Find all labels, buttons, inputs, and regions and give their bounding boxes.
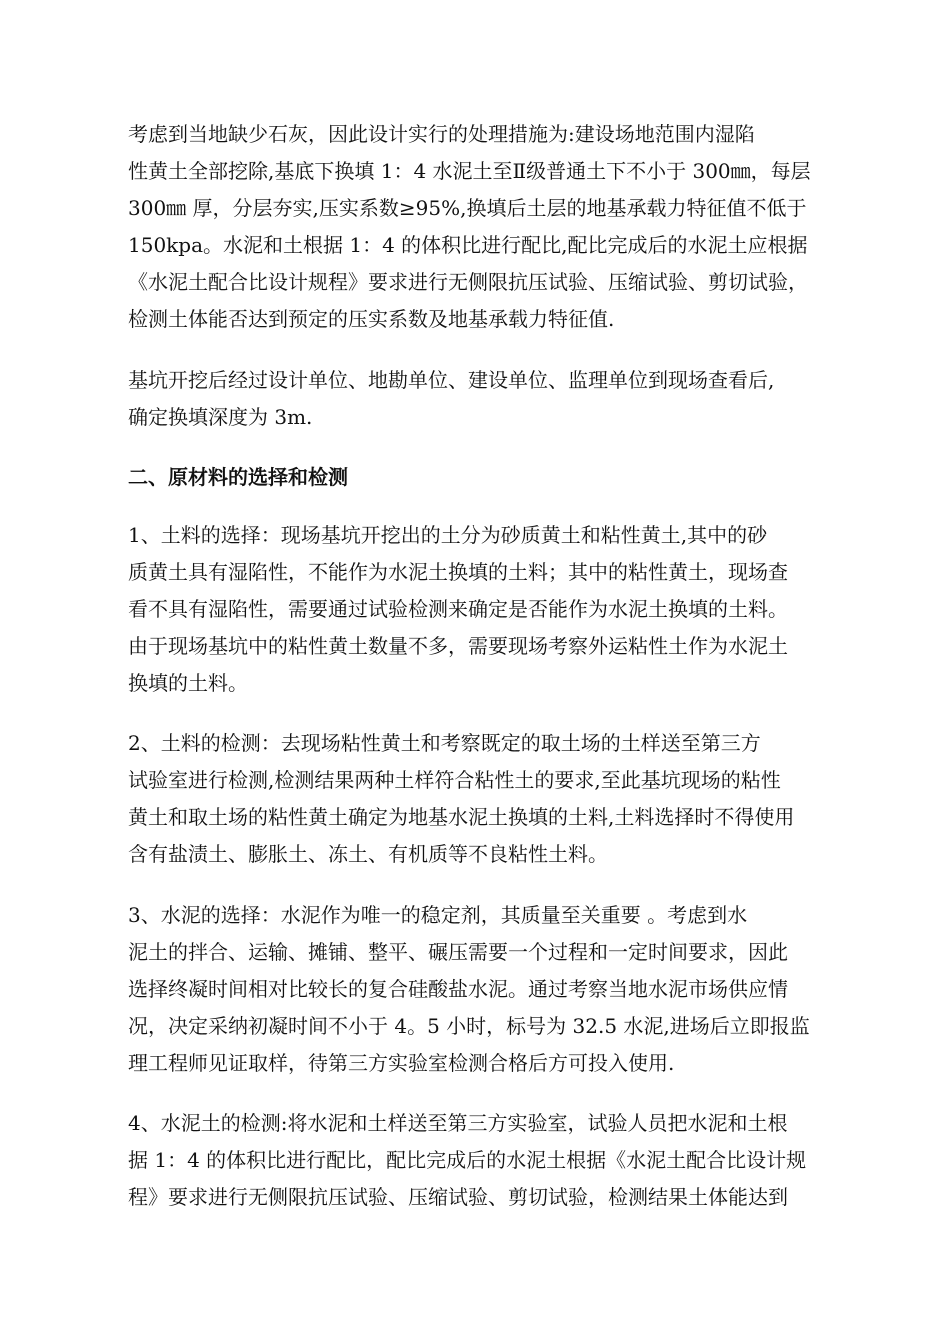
text-line: 程》要求进行无侧限抗压试验、压缩试验、剪切试验，检测结果土体能达到 — [128, 1185, 788, 1209]
text-line: 据 1：4 的体积比进行配比，配比完成后的水泥土根据《水泥土配合比设计规 — [128, 1148, 807, 1172]
text-line: 选择终凝时间相对比较长的复合硅酸盐水泥。通过考察当地水泥市场供应情 — [128, 977, 788, 1001]
text-line: 150kpa。水泥和土根据 1：4 的体积比进行配比,配比完成后的水泥土应根据 — [128, 233, 808, 257]
paragraph-soil-testing — [128, 725, 890, 873]
text-line: 2、土料的检测：去现场粘性黄土和考察既定的取土场的土样送至第三方 — [128, 731, 761, 755]
text-line: 看不具有湿陷性，需要通过试验检测来确定是否能作为水泥土换填的土料。 — [128, 597, 788, 621]
text-line: 300㎜ 厚，分层夯实,压实系数≥95%,换填后土层的地基承载力特征值不低于 — [128, 196, 807, 220]
paragraph-cement-selection — [128, 897, 890, 1082]
text-line: 况，决定采纳初凝时间不小于 4。5 小时，标号为 32.5 水泥,进场后立即报监 — [128, 1014, 810, 1038]
text-line: 4、水泥土的检测:将水泥和土样送至第三方实验室，试验人员把水泥和土根 — [128, 1111, 788, 1135]
text-line: 3、水泥的选择：水泥作为唯一的稳定剂，其质量至关重要 。考虑到水 — [128, 903, 748, 927]
text-line: 性黄土全部挖除,基底下换填 1：4 水泥土至Ⅱ级普通土下不小于 300㎜，每层 — [128, 159, 811, 183]
text-line: 《水泥土配合比设计规程》要求进行无侧限抗压试验、压缩试验、剪切试验， — [128, 270, 808, 294]
text-line: 检测土体能否达到预定的压实系数及地基承载力特征值. — [128, 307, 615, 331]
paragraph-soil-selection — [128, 517, 890, 702]
text-line: 理工程师见证取样，待第三方实验室检测合格后方可投入使用. — [128, 1051, 675, 1075]
text-line: 换填的土料。 — [128, 671, 248, 695]
text-line: 基坑开挖后经过设计单位、地勘单位、建设单位、监理单位到现场查看后, — [128, 368, 775, 392]
text-line: 考虑到当地缺少石灰，因此设计实行的处理措施为:建设场地范围内湿陷 — [128, 122, 755, 146]
paragraph-cement-soil-testing — [128, 1105, 890, 1216]
paragraph-excavation-depth — [128, 362, 890, 436]
text-line: 泥土的拌合、运输、摊铺、整平、碾压需要一个过程和一定时间要求，因此 — [128, 940, 788, 964]
text-line: 试验室进行检测,检测结果两种土样符合粘性土的要求,至此基坑现场的粘性 — [128, 768, 781, 792]
section-heading: 二、原材料的选择和检测 — [128, 465, 348, 489]
text-line: 1、土料的选择：现场基坑开挖出的土分为砂质黄土和粘性黄土,其中的砂 — [128, 523, 768, 547]
text-line: 确定换填深度为 3m. — [128, 405, 313, 429]
text-line: 黄土和取土场的粘性黄土确定为地基水泥土换填的土料,土料选择时不得使用 — [128, 805, 795, 829]
text-line: 含有盐渍土、膨胀土、冻土、有机质等不良粘性土料。 — [128, 842, 608, 866]
text-line: 质黄土具有湿陷性，不能作为水泥土换填的土料；其中的粘性黄土，现场查 — [128, 560, 788, 584]
paragraph-lime-treatment — [128, 116, 890, 338]
text-line: 由于现场基坑中的粘性黄土数量不多，需要现场考察外运粘性土作为水泥土 — [128, 634, 788, 658]
